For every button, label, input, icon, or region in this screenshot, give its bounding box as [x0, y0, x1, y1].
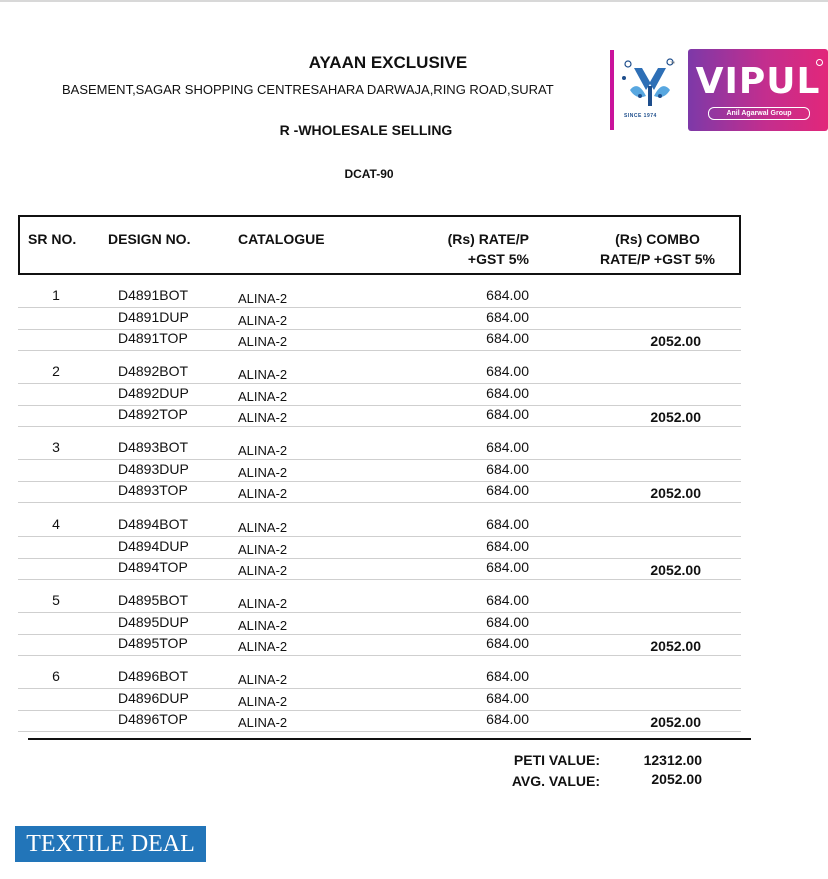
- row-design-no: D4895BOT: [118, 592, 189, 608]
- header-sr-no: SR NO.: [28, 231, 77, 247]
- row-catalogue: ALINA-2: [238, 464, 288, 480]
- vipul-brand-box: [688, 49, 828, 131]
- table-row: [18, 515, 741, 537]
- row-rate: 684.00: [486, 384, 529, 401]
- vipul-logo: [610, 47, 828, 131]
- top-divider: [0, 0, 828, 2]
- table-row: [18, 362, 741, 384]
- row-sr-no: 4: [52, 516, 60, 532]
- row-design-no: D4895DUP: [118, 613, 189, 630]
- row-sr-no: 5: [52, 592, 60, 608]
- row-design-no: D4895TOP: [118, 635, 188, 652]
- row-design-no: D4892BOT: [118, 363, 189, 379]
- table-row: [18, 286, 741, 308]
- row-rate: 684.00: [486, 439, 529, 455]
- row-catalogue: ALINA-2: [238, 617, 288, 633]
- row-combo-rate: 2052.00: [650, 562, 701, 579]
- avg-value: 2052.00: [651, 771, 702, 787]
- table-row: [18, 710, 741, 732]
- row-rate: 684.00: [486, 689, 529, 706]
- selling-type: R -WHOLESALE SELLING: [279, 122, 453, 138]
- row-catalogue: ALINA-2: [238, 693, 288, 709]
- row-rate: 684.00: [486, 460, 529, 477]
- row-sr-no: 3: [52, 439, 60, 455]
- row-design-no: D4892DUP: [118, 384, 189, 401]
- row-rate: 684.00: [486, 711, 529, 728]
- row-design-no: D4891TOP: [118, 330, 188, 347]
- row-rate: 684.00: [486, 516, 529, 532]
- header-rate: [448, 229, 529, 269]
- row-design-no: D4894TOP: [118, 559, 188, 576]
- row-rate: 684.00: [486, 668, 529, 684]
- row-combo-rate: 2052.00: [650, 638, 701, 655]
- row-rate: 684.00: [486, 406, 529, 423]
- row-catalogue: ALINA-2: [238, 443, 288, 458]
- header-design-no: DESIGN NO.: [108, 231, 191, 247]
- row-catalogue: ALINA-2: [238, 291, 288, 306]
- row-combo-rate: 2052.00: [650, 333, 701, 350]
- row-design-no: D4892TOP: [118, 406, 188, 423]
- row-design-no: D4893TOP: [118, 482, 188, 499]
- row-design-no: D4894BOT: [118, 516, 189, 532]
- row-sr-no: 6: [52, 668, 60, 684]
- trademark-icon: ™: [670, 61, 675, 67]
- row-sr-no: 2: [52, 363, 60, 379]
- table-row: [18, 405, 741, 427]
- table-row: [18, 481, 741, 503]
- row-catalogue: ALINA-2: [238, 388, 288, 404]
- row-rate: 684.00: [486, 363, 529, 379]
- row-catalogue: ALINA-2: [238, 715, 288, 731]
- table-row: [18, 613, 741, 635]
- row-rate: 684.00: [486, 635, 529, 652]
- table-row: [18, 537, 741, 559]
- row-rate: 684.00: [486, 537, 529, 554]
- table-row: [18, 460, 741, 482]
- table-header: [18, 215, 741, 275]
- catalog-code: DCAT-90: [344, 167, 394, 181]
- row-rate: 684.00: [486, 613, 529, 630]
- peti-value: 12312.00: [643, 752, 702, 768]
- table-row: [18, 558, 741, 580]
- row-combo-rate: 2052.00: [650, 485, 701, 502]
- table-row: [18, 438, 741, 460]
- logo-since: SINCE 1974: [624, 113, 657, 119]
- totals-divider: [28, 738, 751, 740]
- row-catalogue: ALINA-2: [238, 410, 288, 426]
- header-rate-line1: (Rs) RATE/P: [447, 231, 529, 247]
- row-catalogue: ALINA-2: [238, 520, 288, 535]
- header-combo-line2: RATE/P +GST 5%: [599, 251, 715, 267]
- row-design-no: D4896TOP: [118, 711, 188, 728]
- table-row: [18, 308, 741, 330]
- row-rate: 684.00: [486, 592, 529, 608]
- table-row: [18, 591, 741, 613]
- row-rate: 684.00: [486, 559, 529, 576]
- header-combo-rate: [600, 229, 715, 269]
- table-row: [18, 667, 741, 689]
- row-rate: 684.00: [486, 482, 529, 499]
- header-catalogue: CATALOGUE: [238, 231, 325, 247]
- row-catalogue: ALINA-2: [238, 596, 288, 611]
- company-name: AYAAN EXCLUSIVE: [308, 53, 468, 72]
- header-rate-line2: +GST 5%: [467, 251, 529, 267]
- row-design-no: D4891DUP: [118, 308, 189, 325]
- row-combo-rate: 2052.00: [650, 409, 701, 426]
- row-catalogue: ALINA-2: [238, 541, 288, 557]
- row-design-no: D4891BOT: [118, 287, 189, 303]
- row-catalogue: ALINA-2: [238, 563, 288, 579]
- row-sr-no: 1: [52, 287, 60, 303]
- row-rate: 684.00: [486, 308, 529, 325]
- row-design-no: D4896BOT: [118, 668, 189, 684]
- row-catalogue: ALINA-2: [238, 334, 288, 350]
- row-catalogue: ALINA-2: [238, 672, 288, 687]
- peti-value-label: PETI VALUE:: [513, 752, 600, 768]
- row-design-no: D4894DUP: [118, 537, 189, 554]
- row-catalogue: ALINA-2: [238, 486, 288, 502]
- vipul-brand-text: VIPUL: [695, 61, 821, 102]
- row-rate: 684.00: [486, 287, 529, 303]
- vipul-tagline: Anil Agarwal Group: [708, 107, 810, 120]
- row-design-no: D4896DUP: [118, 689, 189, 706]
- table-row: [18, 634, 741, 656]
- row-catalogue: ALINA-2: [238, 312, 288, 328]
- table-row: [18, 384, 741, 406]
- table-row: [18, 689, 741, 711]
- row-catalogue: ALINA-2: [238, 367, 288, 382]
- avg-value-label: AVG. VALUE:: [511, 773, 600, 789]
- row-design-no: D4893DUP: [118, 460, 189, 477]
- row-design-no: D4893BOT: [118, 439, 189, 455]
- textile-deal-badge: TEXTILE DEAL: [15, 826, 206, 862]
- table-row: [18, 329, 741, 351]
- header-combo-line1: (Rs) COMBO: [615, 231, 700, 247]
- row-combo-rate: 2052.00: [650, 714, 701, 731]
- row-rate: 684.00: [486, 330, 529, 347]
- company-address: BASEMENT,SAGAR SHOPPING CENTRESAHARA DARWAJA,RING ROAD,SURAT: [62, 82, 554, 97]
- row-catalogue: ALINA-2: [238, 639, 288, 655]
